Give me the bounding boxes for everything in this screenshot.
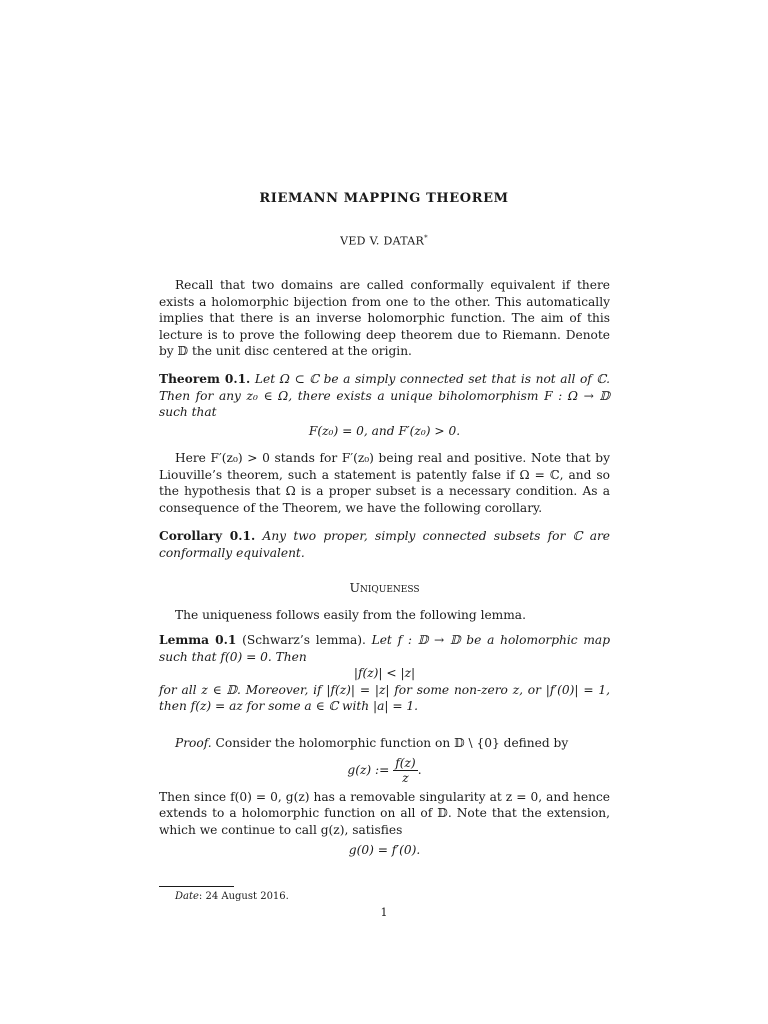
footnote-rule bbox=[159, 886, 234, 887]
section-uniqueness bbox=[159, 580, 610, 623]
proof-label: Proof. bbox=[175, 736, 212, 750]
lemma-name: (Schwarz’s lemma). bbox=[242, 633, 366, 647]
footnote-text: : 24 August 2016. bbox=[198, 891, 289, 902]
lemma-display-equation: |f(z)| < |z| bbox=[353, 666, 416, 681]
theorem-label: Theorem 0.1. bbox=[159, 372, 251, 386]
section-text: The uniqueness follows easily from the following lemma. bbox=[175, 607, 526, 622]
corollary-block bbox=[159, 528, 610, 561]
lemma-block bbox=[159, 632, 610, 715]
remark-paragraph bbox=[159, 450, 610, 516]
theorem-text: Let Ω ⊂ ℂ be a simply connected set that is not all of ℂ. Then for any z₀ ∈ Ω, there exists a unique biholomorphism F : Ω → 𝔻 such that bbox=[159, 372, 611, 420]
corollary-paragraph bbox=[159, 528, 610, 561]
section-heading: Uniqueness bbox=[349, 580, 420, 595]
corollary-text: Any two proper, simply connected subsets for ℂ are conformally equivalent. bbox=[159, 529, 611, 560]
proof-display-equation-2: g(0) = f′(0). bbox=[348, 843, 421, 858]
proof-paragraph bbox=[159, 735, 610, 752]
footnote-label: Date bbox=[175, 891, 199, 902]
page-number: 1 bbox=[380, 906, 388, 919]
footnote bbox=[175, 891, 289, 902]
proof-block bbox=[159, 735, 610, 859]
proof-text: Consider the holomorphic function on 𝔻 \ {0} defined by bbox=[215, 736, 569, 750]
fraction-numerator: f(z) bbox=[395, 755, 416, 770]
author-line bbox=[0, 234, 768, 248]
intro-paragraph bbox=[159, 277, 610, 360]
paper-title: RIEMANN MAPPING THEOREM bbox=[259, 191, 509, 206]
theorem-paragraph bbox=[159, 371, 610, 421]
proof-display-equation: g(z) := $\frac{f(z)}{z}$ . bbox=[347, 755, 422, 785]
proof-display-lhs: g(z) := bbox=[347, 762, 390, 777]
lemma-paragraph bbox=[159, 632, 610, 665]
fraction bbox=[393, 756, 417, 785]
remark-text: Here F′(z₀) > 0 stands for F′(z₀) being real and positive. Note that by Liouville’s theorem, such a statement is patently false if Ω = ℂ, and so the hypothesis that Ω is a proper subset is a necessary condition. As a consequence of the Theorem, we have the following corollary. bbox=[159, 451, 610, 515]
author-footnote-mark: * bbox=[424, 234, 428, 242]
proof-text-continued: Then since f(0) = 0, g(z) has a removable singularity at z = 0, and hence extends to a holomorphic function on all of 𝔻. Note that the extension, which we continue to call g(z), satisfies bbox=[159, 789, 610, 837]
lemma-text: Let f : 𝔻 → 𝔻 be a holomorphic map such that f(0) = 0. Then bbox=[159, 633, 610, 664]
intro-text: Recall that two domains are called conformally equivalent if there exists a holomorphic bijection from one to the other. This automatically implies that there is an inverse holomorphic function. The aim of this lecture is to prove the following deep theorem due to Riemann. Denote by 𝔻 the unit disc centered at the origin. bbox=[159, 278, 610, 359]
corollary-label: Corollary 0.1. bbox=[159, 529, 256, 543]
theorem-block bbox=[159, 371, 610, 439]
author-name: VED V. DATAR bbox=[340, 234, 425, 248]
lemma-label: Lemma 0.1 bbox=[159, 633, 237, 647]
lemma-text-continued: for all z ∈ 𝔻. Moreover, if |f(z)| = |z| for some non-zero z, or |f′(0)| = 1, then f(z) = az for some a ∈ ℂ with |a| = 1. bbox=[159, 682, 610, 714]
theorem-display-equation: F(z₀) = 0, and F′(z₀) > 0. bbox=[308, 423, 461, 438]
fraction-denominator: z bbox=[402, 770, 409, 785]
